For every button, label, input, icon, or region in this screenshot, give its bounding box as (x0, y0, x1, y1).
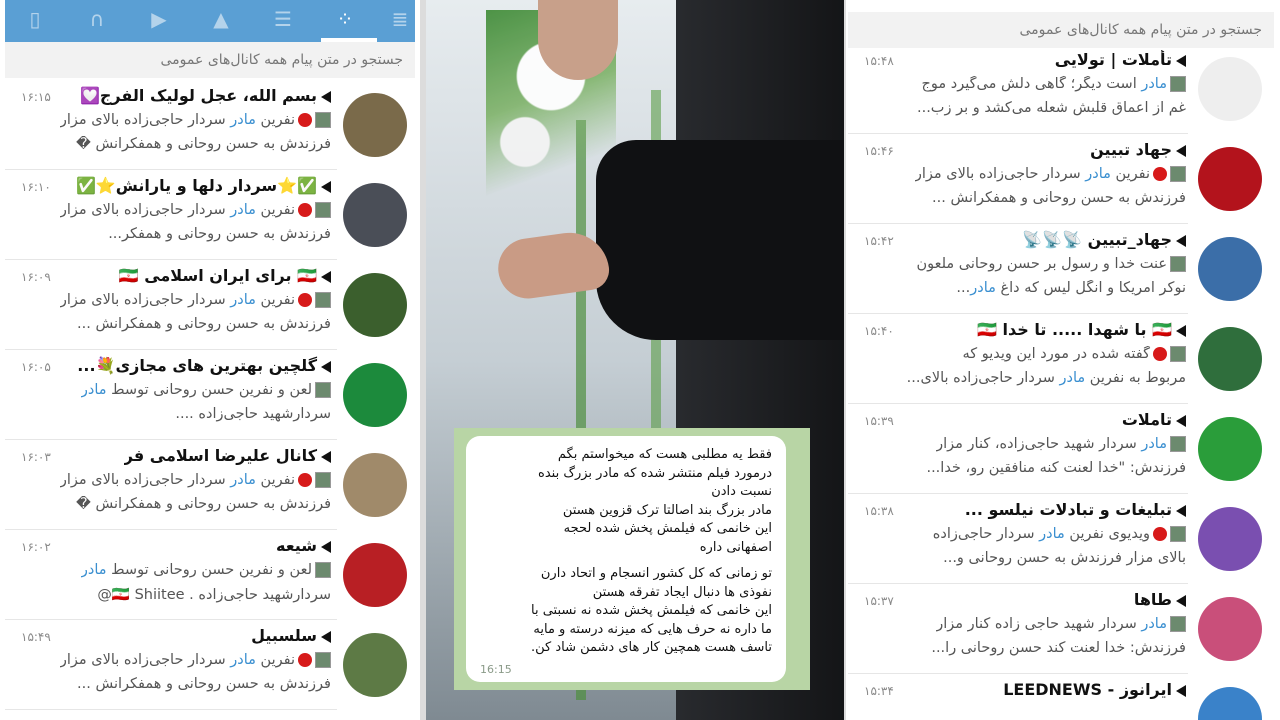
channel-row[interactable] (5, 260, 415, 350)
message-time: ۱۵:۴۰ (864, 324, 894, 338)
channel-title (977, 320, 1186, 339)
channel-name: کانال علیرضا اسلامی فر (123, 446, 317, 465)
video-icon[interactable]: ▶ (151, 7, 167, 31)
media-thumbnail-icon (1170, 256, 1186, 272)
highlighted-term: مادر (230, 472, 256, 488)
preview-text: سردار حاجی‌زاده بالای مزار (59, 112, 231, 128)
highlighted-term: مادر (230, 652, 256, 668)
paragraph-gap (480, 557, 772, 565)
channel-row[interactable] (848, 224, 1278, 314)
message-line: این خانمی که فیلمش پخش شده لحجه (563, 521, 772, 536)
preview-text: سردار شهید حاجی‌زاده، کنار مزار (936, 436, 1142, 452)
message-time: ۱۶:۰۵ (21, 360, 51, 374)
message-time: ۱۶:۱۰ (21, 180, 51, 194)
message-time: ۱۵:۳۴ (864, 684, 894, 698)
preview-line-2: سردارشهید حاجی‌زاده . 🇮🇷 Shiitee@ (97, 587, 331, 603)
channel-megaphone-icon (321, 271, 331, 283)
channel-title (119, 266, 331, 285)
channel-title (1055, 50, 1186, 69)
preview-line-1 (60, 652, 331, 668)
preview-text: گفته شده در مورد این ویدیو که (962, 346, 1150, 362)
channel-row[interactable] (5, 350, 415, 440)
message-line: اصفهانی داره (699, 539, 772, 555)
channel-title (76, 176, 331, 195)
highlighted-term: مادر (970, 280, 996, 296)
message-time: 16:15 (480, 663, 512, 676)
red-circle-emoji (1153, 527, 1167, 541)
list-icon[interactable]: ≣ (391, 7, 409, 31)
channel-row[interactable] (5, 80, 415, 170)
headphones-icon[interactable]: ∩ (89, 7, 105, 31)
channel-avatar (343, 453, 407, 517)
media-thumbnail-icon (315, 472, 331, 488)
red-circle-emoji (298, 203, 312, 217)
preview-line-2: فرزندش: "خدا لعنت کنه منافقین رو، خدا... (926, 460, 1186, 476)
channel-avatar (343, 93, 407, 157)
preview-line-2: فرزندش به حسن روحانی و همفکرانش ... (77, 316, 331, 332)
red-circle-emoji (298, 473, 312, 487)
image-icon[interactable]: ▲ (213, 7, 229, 31)
channel-megaphone-icon (1176, 415, 1186, 427)
channel-megaphone-icon (1176, 145, 1186, 157)
preview-text: نفرین (255, 652, 295, 668)
grid-icon[interactable]: ⁘ (336, 7, 354, 31)
channel-row[interactable] (5, 530, 415, 620)
channel-title (80, 86, 331, 105)
highlighted-term: مادر (1059, 370, 1086, 386)
preview-line-1 (60, 202, 331, 218)
preview-line-2 (956, 280, 1186, 296)
channel-name: شیعه (276, 536, 317, 555)
message-line: تاسف هست همچین کار های دشمن شاد کن. (530, 640, 772, 655)
preview-text: نفرین (255, 472, 295, 488)
channel-avatar (1198, 597, 1262, 661)
channel-avatar (1198, 417, 1262, 481)
message-time: ۱۶:۱۵ (21, 90, 51, 104)
media-thumbnail-icon (315, 202, 331, 218)
preview-line-1 (60, 472, 331, 488)
message-time: ۱۵:۳۹ (864, 414, 894, 428)
right-screenshot (846, 0, 1280, 720)
channel-megaphone-icon (1176, 505, 1186, 517)
preview-text: نفرین (255, 292, 295, 308)
black-sleeve (596, 140, 844, 340)
channel-row[interactable] (5, 440, 415, 530)
highlighted-term: مادر (1141, 616, 1167, 632)
preview-line-1 (81, 562, 331, 578)
channel-row[interactable] (848, 674, 1278, 720)
channel-name: گلچین بهترین های مجازی💐... (77, 356, 317, 375)
preview-line-2: فرزندش به حسن روحانی و همفکرانش ... (932, 190, 1186, 206)
red-circle-emoji (298, 653, 312, 667)
search-input[interactable] (5, 42, 415, 78)
message-time: ۱۵:۴۸ (864, 54, 894, 68)
message-time: ۱۵:۴۶ (864, 144, 894, 158)
preview-text: لعن و نفرین حسن روحانی توسط (106, 562, 312, 578)
highlighted-term: مادر (1141, 76, 1167, 92)
left-screenshot (0, 0, 420, 720)
message-time: ۱۶:۰۲ (21, 540, 51, 554)
preview-text: ... (956, 280, 971, 296)
message-line: مادر بزرگ بند اصالتا ترک قزوین هستن (562, 502, 772, 518)
preview-line-2: بالای مزار فرزندش به حسن روحانی و... (943, 550, 1186, 566)
preview-line-1 (936, 616, 1186, 632)
channel-avatar (1198, 507, 1262, 571)
preview-text: نفرین (255, 112, 295, 128)
media-thumbnail-icon (315, 292, 331, 308)
preview-text: است دیگر؛ گاهی دلش می‌گیرد موجِ (921, 76, 1142, 92)
channel-row[interactable] (848, 584, 1278, 674)
preview-text: سردار حاجی‌زاده (932, 526, 1040, 542)
preview-text: سردار حاجی‌زاده بالای مزار (59, 292, 231, 308)
channel-megaphone-icon (1176, 595, 1186, 607)
channel-avatar (343, 183, 407, 247)
preview-text: سردار حاجی‌زاده بالای مزار (914, 166, 1086, 182)
highlighted-term: مادر (230, 202, 256, 218)
highlighted-term: مادر (1039, 526, 1065, 542)
preview-line-1 (936, 436, 1186, 452)
media-thumbnail-icon (1170, 526, 1186, 542)
channel-avatar (343, 363, 407, 427)
middle-screenshot (426, 0, 844, 720)
media-thumbnail-icon (315, 652, 331, 668)
preview-line-1 (922, 76, 1186, 92)
channel-title (965, 500, 1186, 519)
preview-line-1 (81, 382, 331, 398)
red-circle-emoji (298, 113, 312, 127)
channel-megaphone-icon (321, 361, 331, 373)
media-thumbnail-icon (315, 382, 331, 398)
red-circle-emoji (1153, 167, 1167, 181)
highlighted-term: مادر (1085, 166, 1111, 182)
search-input[interactable] (848, 12, 1274, 48)
preview-line-1 (60, 292, 331, 308)
preview-text: لعن و نفرین حسن روحانی توسط (106, 382, 312, 398)
message-line: ما داره نه حرف هایی که میزنه درسته و مایه (533, 621, 772, 637)
channel-title (276, 536, 331, 555)
preview-text: مربوط به نفرین (1085, 370, 1186, 386)
channel-name: جهاد تبیین (1090, 140, 1172, 159)
message-time: ۱۶:۰۹ (21, 270, 51, 284)
preview-line-1 (917, 256, 1187, 272)
preview-line-1 (915, 166, 1186, 182)
channel-name: بسم الله، عجل لولیک الفرج💟 (79, 86, 317, 105)
preview-text: عنت خدا و رسول بر حسن روحانی ملعون (916, 256, 1167, 272)
channel-title (1122, 410, 1186, 429)
channel-megaphone-icon (321, 181, 331, 193)
message-line: نسبت دادن (711, 484, 772, 499)
hand (538, 0, 618, 80)
media-thumbnail-icon (1170, 76, 1186, 92)
channel-megaphone-icon (1176, 685, 1186, 697)
channel-name: تبلیغات و تبادلات نیلسو ... (964, 500, 1172, 519)
preview-line-2 (907, 370, 1186, 386)
channel-name: تأملات | تولایی (1054, 50, 1172, 69)
red-circle-emoji (298, 293, 312, 307)
channel-row[interactable] (5, 620, 415, 710)
channel-title (1090, 140, 1186, 159)
chat-icon[interactable]: ☰ (274, 7, 292, 31)
message-time: ۱۵:۴۲ (864, 234, 894, 248)
channel-megaphone-icon (1176, 235, 1186, 247)
message-line: این خانمی که فیلمش پخش شده نه نسبتی با (530, 603, 772, 618)
channel-avatar (1198, 327, 1262, 391)
preview-line-2: فرزندش به حسن روحانی و همفکر... (108, 226, 331, 242)
channel-megaphone-icon (321, 451, 331, 463)
preview-text: سردار حاجی‌زاده بالای مزار (59, 472, 231, 488)
channel-name: تاملات (1121, 410, 1172, 429)
message-time: ۱۶:۰۳ (21, 450, 51, 464)
channel-title (124, 446, 331, 465)
preview-line-1 (60, 112, 331, 128)
channel-megaphone-icon (1176, 55, 1186, 67)
channel-title (251, 626, 331, 645)
media-tab-bar (5, 0, 415, 42)
red-circle-emoji (1153, 347, 1167, 361)
channel-title (77, 356, 331, 375)
preview-text: سردار حاجی‌زاده بالای... (906, 370, 1060, 386)
row-divider (5, 709, 337, 710)
highlighted-term: مادر (80, 562, 107, 578)
channel-name: سلسبیل (251, 626, 317, 645)
channel-row[interactable] (5, 170, 415, 260)
media-thumbnail-icon (1170, 346, 1186, 362)
channel-row[interactable] (848, 44, 1278, 134)
message-time: ۱۵:۴۹ (21, 630, 51, 644)
message-line: درمورد فیلم منتشر شده که مادر بزرگ بنده (538, 465, 772, 481)
channel-row[interactable] (848, 314, 1278, 404)
channel-avatar (343, 273, 407, 337)
highlighted-term: مادر (1141, 436, 1167, 452)
search-placeholder: جستجو در متن پیام همه کانال‌های عمومی (1019, 22, 1262, 38)
channel-avatar (1198, 687, 1262, 720)
channel-row[interactable] (848, 494, 1278, 584)
media-thumbnail-icon (1170, 616, 1186, 632)
highlighted-term: مادر (230, 292, 256, 308)
preview-line-2: سردارشهید حاجی‌زاده .... (175, 406, 331, 422)
channel-avatar (343, 543, 407, 607)
preview-text: سردار شهید حاجی زاده کنار مزار (936, 616, 1142, 632)
search-placeholder: جستجو در متن پیام همه کانال‌های عمومی (160, 52, 403, 68)
channel-avatar (343, 633, 407, 697)
message-line: نفوذی ها دنبال ایجاد تفرقه هستن (592, 584, 772, 600)
channel-row[interactable] (848, 404, 1278, 494)
highlighted-term: مادر (230, 112, 256, 128)
channel-megaphone-icon (1176, 325, 1186, 337)
preview-text: سردار حاجی‌زاده بالای مزار (59, 202, 231, 218)
channel-title (1003, 680, 1186, 699)
media-thumbnail-icon (315, 112, 331, 128)
channel-megaphone-icon (321, 91, 331, 103)
message-line: تو زمانی که کل کشور انسجام و اتحاد دارن (540, 566, 772, 581)
channel-title (1022, 230, 1186, 249)
channel-avatar (1198, 237, 1262, 301)
channel-name: 🇮🇷 با شهدا ..... تا خدا 🇮🇷 (977, 320, 1172, 339)
channel-name: ایرانوز - LEEDNEWS (1003, 680, 1172, 699)
preview-line-1 (962, 346, 1186, 362)
chat-background (454, 428, 810, 690)
message-bubble[interactable] (466, 436, 786, 682)
media-thumbnail-icon (1170, 436, 1186, 452)
preview-line-2: فرزندش: خدا لعنت کند حسن روحانی را... (931, 640, 1186, 656)
channel-name: ✅⭐سردار دلها و یارانش⭐✅ (75, 176, 317, 195)
media-thumbnail-icon (1170, 166, 1186, 182)
message-time: ۱۵:۳۷ (864, 594, 894, 608)
preview-line-2: فرزندش به حسن روحانی و همفکرانش � (76, 496, 331, 512)
preview-text: ویدیوی نفرین (1064, 526, 1150, 542)
channel-title (1134, 590, 1186, 609)
preview-line-2: غم از اعماق قلبش شعله می‌کشد و بر زب... (916, 100, 1186, 116)
preview-text: نفرین (1110, 166, 1150, 182)
preview-text: سردار حاجی‌زاده بالای مزار (59, 652, 231, 668)
channel-avatar (1198, 57, 1262, 121)
highlighted-term: مادر (80, 382, 107, 398)
channel-row[interactable] (848, 134, 1278, 224)
message-time: ۱۵:۳۸ (864, 504, 894, 518)
preview-line-2: فرزندش به حسن روحانی و همفکرانش ... (77, 676, 331, 692)
channel-name: طاها (1133, 590, 1172, 609)
channel-avatar (1198, 147, 1262, 211)
preview-text: نفرین (255, 202, 295, 218)
document-icon[interactable]: ▯ (29, 7, 41, 31)
channel-megaphone-icon (321, 631, 331, 643)
preview-text: نوکر آمریکا و انگل لیس که داغ (995, 280, 1186, 296)
message-line: فقط یه مطلبی هست که میخواستم بگم (557, 447, 772, 462)
media-thumbnail-icon (315, 562, 331, 578)
channel-megaphone-icon (321, 541, 331, 553)
channel-name: 🇮🇷 برای ایران اسلامی 🇮🇷 (118, 266, 317, 285)
preview-line-1 (933, 526, 1186, 542)
preview-line-2: فرزندش به حسن روحانی و همفکرانش � (76, 136, 331, 152)
channel-name: جهاد_تبیین 📡📡📡 (1022, 230, 1172, 249)
